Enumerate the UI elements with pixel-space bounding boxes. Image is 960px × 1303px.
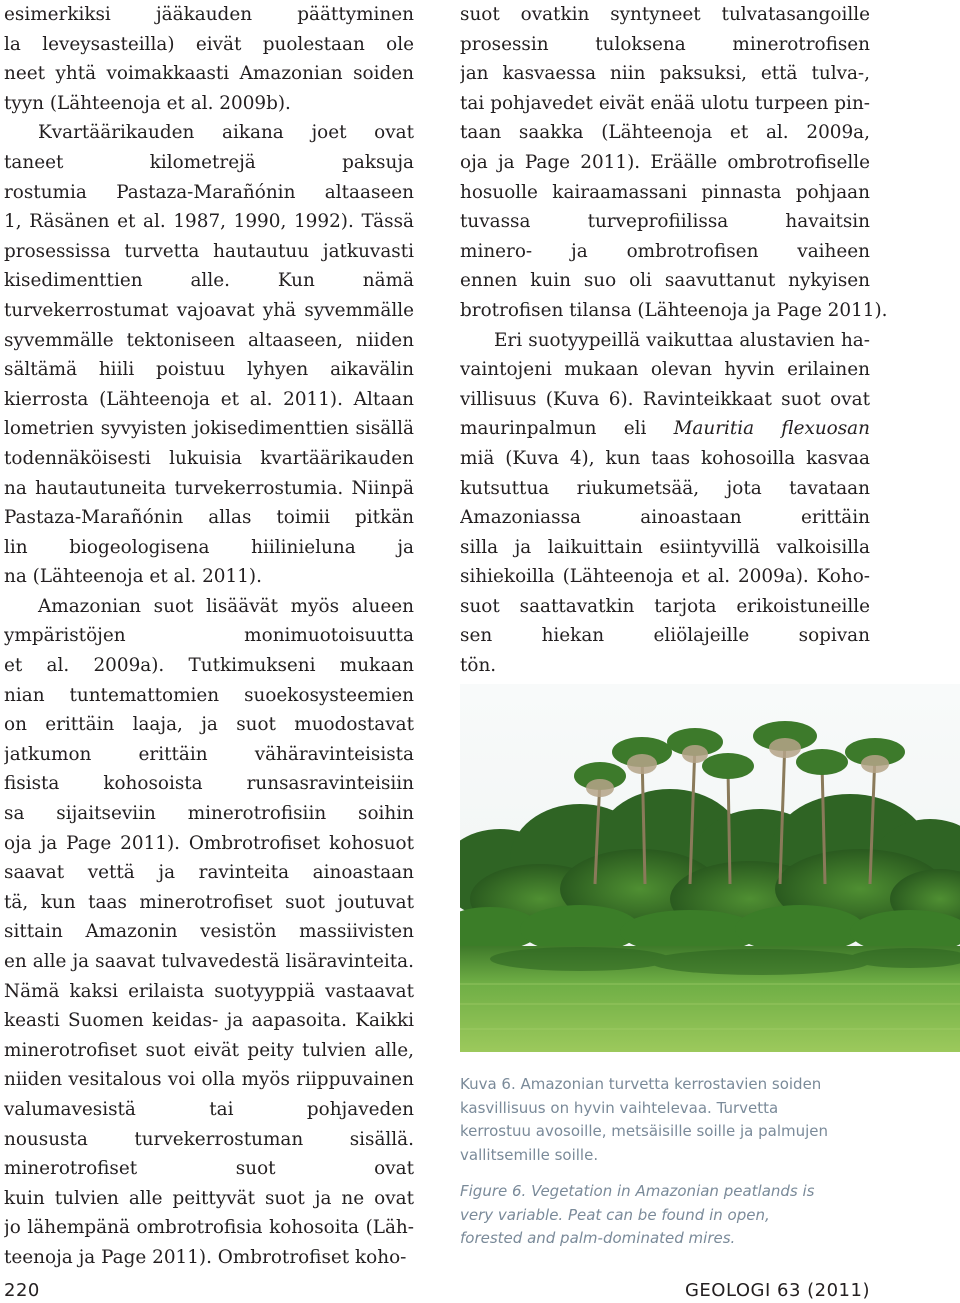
text-line: todennäköisesti lukuisia kvartäärikauden bbox=[4, 447, 414, 469]
left-text-column bbox=[4, 0, 414, 1273]
text-line: sa sijaitseviin minerotrofisiin soihin bbox=[4, 803, 414, 825]
text-line: ympäristöjen monimuotoisuutta bbox=[4, 625, 414, 647]
text-line: lin biogeologisena hiilinieluna ja bbox=[4, 536, 414, 558]
caption-line: forested and palm-dominated mires. bbox=[460, 1229, 736, 1248]
text-line: tä, kun taas minerotrofiset suot joutuvat bbox=[4, 891, 414, 913]
text-line: minerotrofiset suot eivät peity tulvien alle, bbox=[4, 1039, 414, 1061]
text-line: tuvassa turveprofiilissa havaitsin bbox=[460, 211, 870, 233]
text-line: brotrofisen tilansa (Lähteenoja ja Page 2011). bbox=[460, 299, 888, 321]
text-line: sältämä hiili poistuu lyhyen aikavälin bbox=[4, 359, 414, 381]
text-line: taan saakka (Lähteenoja et al. 2009a, bbox=[460, 122, 870, 144]
text-line: miä (Kuva 4), kun taas kohosoilla kasvaa bbox=[460, 447, 870, 469]
text-line: maurinpalmun eli Mauritia flexuosan bbox=[460, 418, 870, 440]
text-line: vaintojeni mukaan olevan hyvin erilainen bbox=[460, 359, 870, 381]
text-line: suot saattavatkin tarjota erikoistuneille bbox=[460, 595, 870, 617]
text-line: keasti Suomen keidas- ja aapasoita. Kaikki bbox=[4, 1010, 414, 1032]
text-line: silla ja laikuittain esiintyvillä valkoisilla bbox=[460, 536, 870, 558]
text-line: kutsuttua riukumetsää, jota tavataan bbox=[460, 477, 870, 499]
text-line: hosuolle kairaamassani pinnasta pohjaan bbox=[460, 181, 870, 203]
text-line: neet yhtä voimakkaasti Amazonian soiden bbox=[4, 63, 414, 85]
text-line: rostumia Pastaza-Marañónin altaaseen bbox=[4, 181, 414, 203]
caption-line: Figure 6. Vegetation in Amazonian peatlands is bbox=[460, 1182, 815, 1200]
text-line: turvekerrostumat vajoavat yhä syvemmälle bbox=[4, 299, 414, 321]
text-line: on erittäin laaja, ja suot muodostavat bbox=[4, 714, 414, 736]
text-line: valumavesistä tai pohjaveden bbox=[4, 1098, 414, 1120]
text-line: ennen kuin suo oli saavuttanut nykyisen bbox=[460, 270, 870, 292]
text-line: saavat vettä ja ravinteita ainoastaan bbox=[4, 862, 414, 884]
text-line: kuin tulvien alle peittyvät suot ja ne ovat bbox=[4, 1187, 414, 1209]
text-line: sihiekoilla (Lähteenoja et al. 2009a). Koho- bbox=[460, 566, 870, 588]
text-line: tön. bbox=[460, 655, 497, 677]
page-number: 220 bbox=[4, 1280, 40, 1301]
text-line: teenoja ja Page 2011). Ombrotrofiset koho- bbox=[4, 1246, 407, 1268]
text-line: jo lähempänä ombrotrofisia kohosoita (Läh- bbox=[4, 1217, 414, 1239]
caption-line: Kuva 6. Amazonian turvetta kerrostavien soiden bbox=[460, 1075, 822, 1093]
caption-line: very variable. Peat can be found in open, bbox=[460, 1205, 770, 1224]
text-line: na (Lähteenoja et al. 2011). bbox=[4, 566, 262, 588]
text-line: villisuus (Kuva 6). Ravinteikkaat suot ovat bbox=[460, 388, 870, 410]
text-line: noususta turvekerrostuman sisällä. bbox=[4, 1128, 414, 1150]
text-line: Pastaza-Marañónin allas toimii pitkän bbox=[4, 507, 414, 529]
text-line: minero- ja ombrotrofisen vaiheen bbox=[460, 240, 870, 262]
text-line: tyyn (Lähteenoja et al. 2009b). bbox=[4, 92, 291, 114]
text-line: kierrosta (Lähteenoja et al. 2011). Altaan bbox=[4, 388, 414, 410]
text-line: tai pohjavedet eivät enää ulotu turpeen pin- bbox=[460, 92, 870, 114]
text-line: en alle ja saavat tulvavedestä lisäravinteita. bbox=[4, 951, 414, 972]
text-line: oja ja Page 2011). Eräälle ombrotrofiselle bbox=[460, 151, 870, 173]
text-line: Nämä kaksi erilaista suotyyppiä vastaavat bbox=[4, 980, 414, 1002]
text-line: sen hiekan eliölajeille sopivan bbox=[460, 625, 870, 647]
text-line: sittain Amazonin vesistön massiivisten bbox=[4, 921, 414, 943]
text-line: nian tuntemattomien suoekosysteemien bbox=[4, 684, 414, 706]
text-line: jan kasvaessa niin paksuksi, että tulva-, bbox=[460, 63, 870, 85]
caption-line: kerrostuu avosoille, metsäisille soille ja palmujen bbox=[460, 1122, 829, 1141]
species-name: Mauritia flexuosan bbox=[673, 418, 870, 440]
figure-caption-english bbox=[460, 1180, 880, 1251]
journal-title: GEOLOGI 63 (2011) bbox=[684, 1280, 870, 1301]
text-line: Amazonian suot lisäävät myös alueen bbox=[38, 595, 414, 617]
caption-line: kasvillisuus on hyvin vaihtelevaa. Turvetta bbox=[460, 1098, 779, 1117]
text-line: minerotrofiset suot ovat bbox=[4, 1158, 414, 1180]
figure-6-photo bbox=[460, 684, 960, 1052]
text-line: Eri suotyypeillä vaikuttaa alustavien ha- bbox=[494, 329, 870, 351]
text-line: oja ja Page 2011). Ombrotrofiset kohosuot bbox=[4, 832, 414, 854]
caption-line: vallitsemille soille. bbox=[460, 1145, 599, 1164]
text-line: fisista kohosoista runsasravinteisiin bbox=[4, 773, 414, 795]
text-line: kisedimenttien alle. Kun nämä bbox=[4, 270, 414, 292]
text-line: esimerkiksi jääkauden päättyminen bbox=[4, 4, 414, 25]
text-line: Amazoniassa ainoastaan erittäin bbox=[460, 507, 870, 529]
text-line: prosessissa turvetta hautautuu jatkuvasti bbox=[4, 240, 414, 262]
text-line: prosessin tuloksena minerotrofisen bbox=[460, 33, 870, 55]
right-text-column bbox=[460, 0, 888, 681]
amazon-peatland-image bbox=[460, 684, 960, 1052]
text-line: 1, Räsänen et al. 1987, 1990, 1992). Tässä bbox=[4, 211, 414, 233]
text-line: taneet kilometrejä paksuja bbox=[4, 151, 414, 173]
text-line: suot ovatkin syntyneet tulvatasangoille bbox=[460, 4, 870, 25]
text-line: niiden vesitalous voi olla myös riippuvainen bbox=[4, 1069, 414, 1091]
text-line: Kvartäärikauden aikana joet ovat bbox=[38, 122, 414, 144]
text-line: et al. 2009a). Tutkimukseni mukaan bbox=[4, 655, 414, 677]
text-line: la leveysasteilla) eivät puolestaan ole bbox=[4, 33, 414, 55]
text-line: jatkumon erittäin vähäravinteisista bbox=[4, 743, 414, 765]
text-line: syvemmälle tektoniseen altaaseen, niiden bbox=[4, 329, 414, 351]
figure-caption-finnish bbox=[460, 1073, 880, 1167]
text-line: lometrien syvyisten jokisedimenttien sisällä bbox=[4, 418, 414, 440]
text-line: na hautautuneita turvekerrostumia. Niinpä bbox=[4, 477, 414, 499]
